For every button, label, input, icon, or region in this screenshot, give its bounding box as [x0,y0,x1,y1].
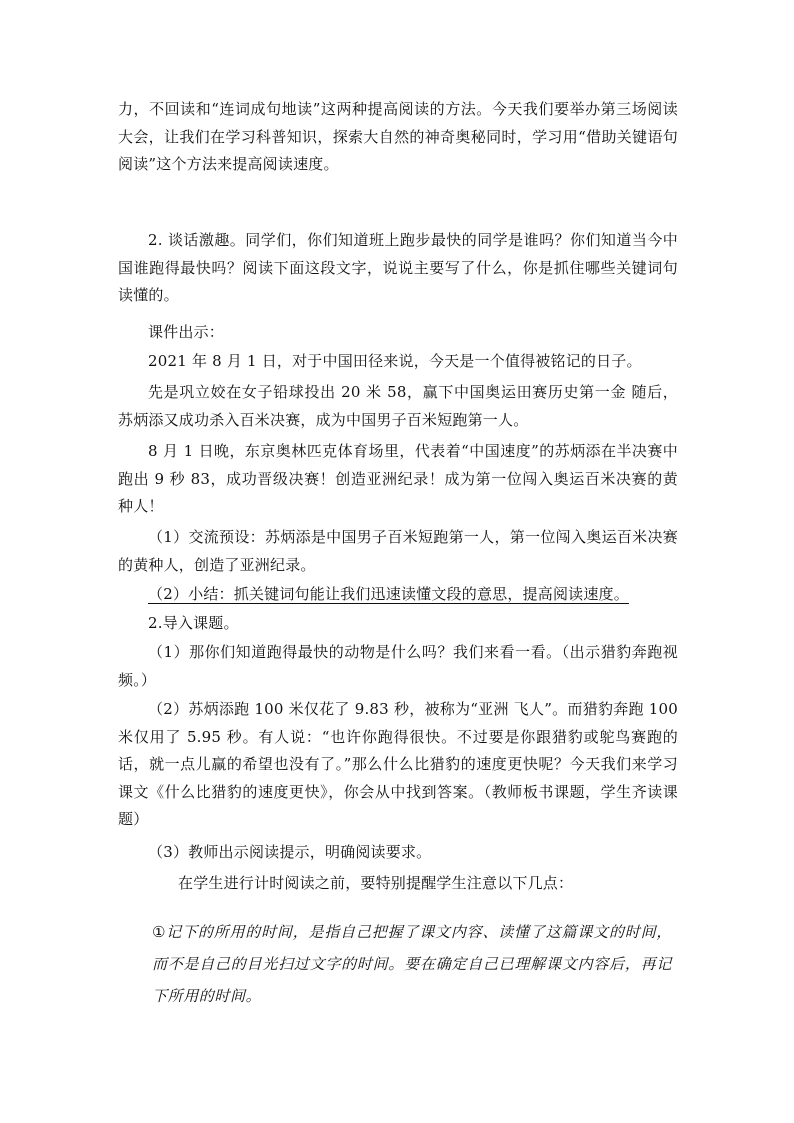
paragraph-talk-interest: 2. 谈话激趣。同学们，你们知道班上跑步最快的同学是谁吗？你们知道当今中国谁跑得最快吗？阅读下面这段文字，说说主要写了什么，你是抓住哪些关键词句读懂的。 [118,231,678,304]
paragraph-courseware-label: 课件出示： [148,323,225,341]
paragraph-summary [118,581,678,609]
paragraph-su-bingtian: 8 月 1 日晚，东京奥林匹克体育场里，代表着“中国速度”的苏炳添在半决赛中跑出 9 秒 83，成功晋级决赛！创造亚洲纪录！成为第一位闯入奥运百米决赛的黄种人！ [118,442,678,515]
paragraph-date: 2021 年 8 月 1 日，对于中国田径来说，今天是一个值得被铭记的日子。 [148,352,642,370]
paragraph-intro-methods: 力，不回读和“连词成句地读”这两种提高阅读的方法。今天我们要举办第三场阅读大会，让我们在学习科普知识，探索大自然的神奇奥秘同时，学习用“借助关键语句阅读”这个方法来提高阅读速度。 [118,100,678,173]
paragraph-timing-rule-1: ①记下的所用的时间，是指自己把握了课文内容、读懂了这篇课文的时间，而不是自己的目光扫过文字的时间。要在确定自己已理解课文内容后，再记下所用的时间。 [152,923,672,1005]
paragraph-preset-answer: （1）交流预设：苏炳添是中国男子百米短跑第一人，第一位闯入奥运百米决赛的黄种人，创造了亚洲纪录。 [118,528,678,574]
summary-underlined-text: （2）小结：抓关键词句能让我们迅速读懂文段的意思，提高阅读速度。 [148,585,629,603]
paragraph-fastest-animal: （1）那你们知道跑得最快的动物是什么吗？我们来看一看。（出示猎豹奔跑视频。） [118,643,678,689]
paragraph-reading-tips: （3）教师出示阅读提示，明确阅读要求。 [148,843,432,861]
paragraph-cheetah-comparison: （2）苏炳添跑 100 米仅花了 9.83 秒，被称为“亚洲 飞人”。而猎豹奔跑 100 米仅用了 5.95 秒。有人说：“也许你跑得很快。不过要是你跟猎豹或鸵鸟赛跑的话，就一点儿赢的希望也没有了。”那么什么比猎豹的速度更快呢？今天我们来学习课文《什么比猎豹的速度更快》，你会从中找到答案。（教师板书课题，学生齐读课题） [118,700,678,828]
paragraph-gong-lijiao: 先是巩立姣在女子铅球投出 20 米 58，赢下中国奥运田赛历史第一金 随后，苏炳添又成功杀入百米决赛，成为中国男子百米短跑第一人。 [118,383,678,429]
paragraph-timing-notes: 在学生进行计时阅读之前，要特别提醒学生注意以下几点： [178,874,574,892]
paragraph-topic-intro: 2.导入课题。 [148,614,239,632]
